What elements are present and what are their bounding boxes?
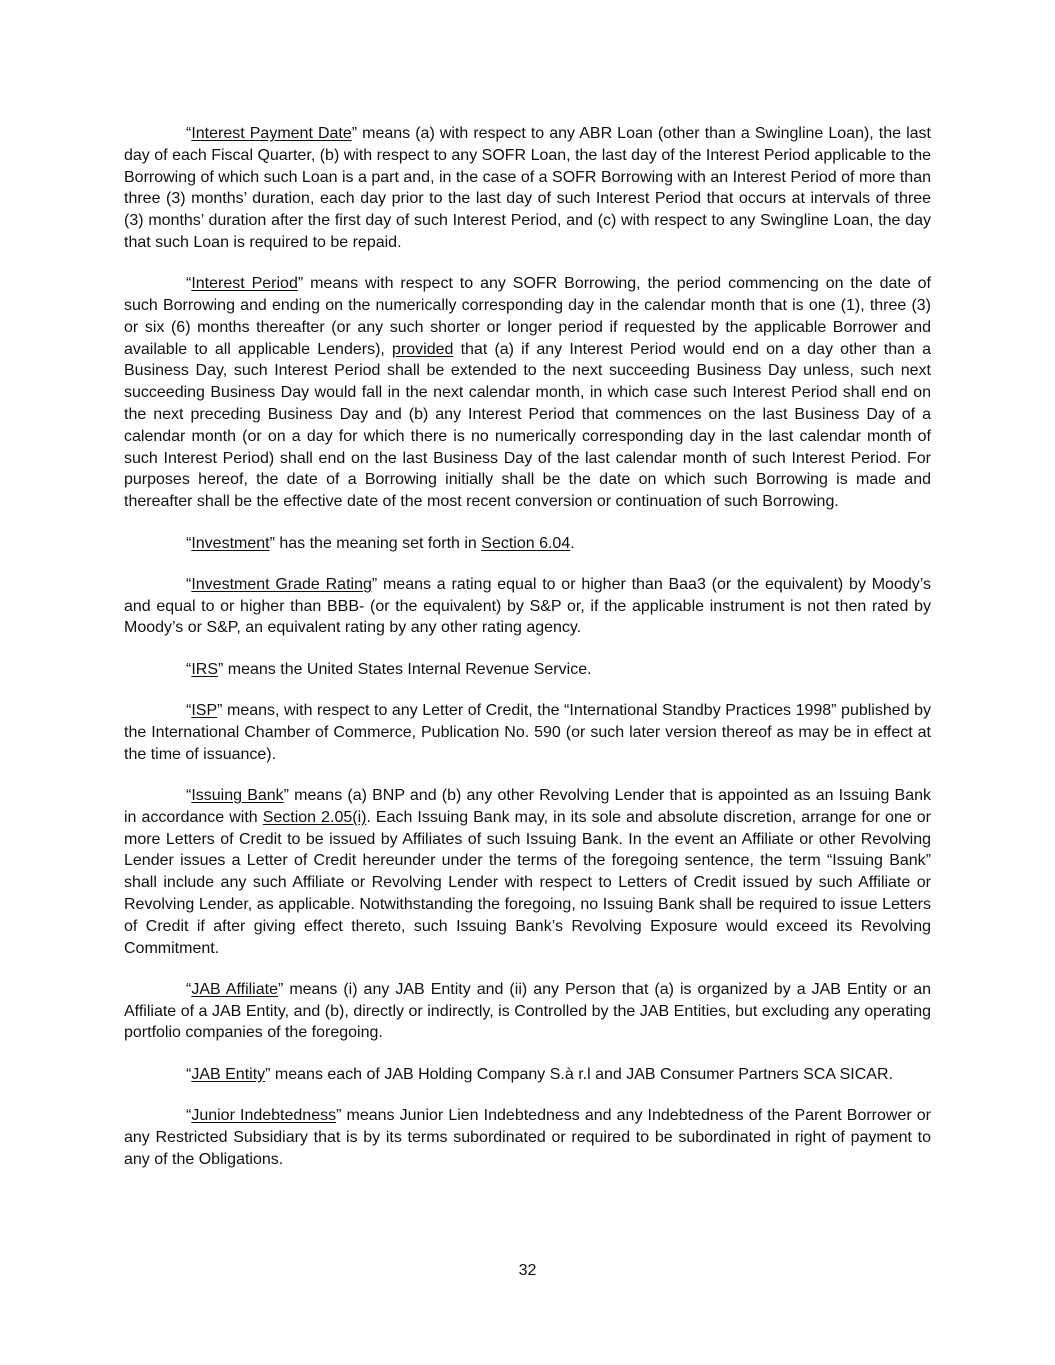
defined-term: Interest Period [191,275,298,293]
definition-interest-period: “Interest Period” means with respect to any SOFR Borrowing, the period commencing on the date of such Borrowing and ending on the numerically corresponding day in the calendar month that is one (1), three (3) or six (6) months thereafter (or any such shorter or longer period if requested by the applicable Borrower and available to all applicable Lenders), provided that (a) if any Interest Period would end on a day other than a Business Day, such Interest Period shall be extended to the next succeeding Business Day unless, such next succeeding Business Day would fall in the next calendar month, in which case such Interest Period shall end on the next preceding Business Day and (b) any Interest Period that commences on the last Business Day of a calendar month (or on a day for which there is no numerically corresponding day in the last calendar month of such Interest Period) shall end on the last Business Day of the last calendar month of such Interest Period. For purposes hereof, the date of a Borrowing initially shall be the date on which such Borrowing is made and thereafter shall be the effective date of the most recent conversion or continuation of such Borrowing. [124,275,931,511]
definition-text: ” means the United States Internal Revenue Service. [218,660,592,678]
definition-isp: “ISP” means, with respect to any Letter of Credit, the “International Standby Practices 1998” published by the International Chamber of Commerce, Publication No. 590 (or such later version thereof as may be in effect at the time of issuance). [124,702,931,763]
definition-junior-indebtedness: “Junior Indebtedness” means Junior Lien Indebtedness and any Indebtedness of the Parent Borrower or any Restricted Subsidiary that is by its terms subordinated or required to be subordinated in right of payment to any of the Obligations. [124,1106,931,1168]
section-reference: Section 2.05(i) [262,808,367,826]
definition-text: ” means each of JAB Holding Company S.à r.l and JAB Consumer Partners SCA SICAR. [265,1065,893,1083]
definition-text: ” means (a) with respect to any ABR Loan (other than a Swingline Loan), the last day of each Fiscal Quarter, (b) with respect to any SOFR Loan, the last day of the Interest Period applicable to the Borrowing of which such Loan is a part and, in the case of a SOFR Borrowing with an Interest Period of more than three (3) months’ duration, each day prior to the last day of such Interest Period that occurs at intervals of three (3) months’ duration after the first day of such Interest Period, and (c) with respect to any Swingline Loan, the day that such Loan is required to be repaid. [124,125,932,251]
definition-jab-entity: “JAB Entity” means each of JAB Holding Company S.à r.l and JAB Consumer Partners SCA SICAR. [186,1065,893,1083]
defined-term: JAB Entity [191,1065,266,1083]
document-page [124,123,931,1190]
definition-text: ” means with respect to any SOFR Borrowing, the period commencing on the date of such Borrowing and ending on the numerically corresponding day in the calendar month that is one (1), three (3) or six (6) months thereafter (or any such shorter or longer period if requested by the applicable Borrower and available to all applicable Lenders), [124,275,931,358]
definition-investment-grade-rating: “Investment Grade Rating” means a rating equal to or higher than Baa3 (or the equivalent) by Moody’s and equal to or higher than BBB- (or the equivalent) by S&P or, if the applicable instrument is not then rated by Moody’s or S&P, an equivalent rating by any other rating agency. [124,575,932,637]
definition-text: ” has the meaning set forth in [269,534,482,552]
section-reference: Section 6.04 [481,534,571,552]
definition-text: ” means a rating equal to or higher than Baa3 (or the equivalent) by Moody’s and equal to or higher than BBB- (or the equivalent) by S&P or, if the applicable instrument is not then rated by Moody’s or S&P, an equivalent rating by any other rating agency. [124,575,932,637]
definition-interest-payment-date: “Interest Payment Date” means (a) with respect to any ABR Loan (other than a Swingline Loan), the last day of each Fiscal Quarter, (b) with respect to any SOFR Loan, the last day of the Interest Period applicable to the Borrowing of which such Loan is a part and, in the case of a SOFR Borrowing with an Interest Period of more than three (3) months’ duration, each day prior to the last day of such Interest Period that occurs at intervals of three (3) months’ duration after the first day of such Interest Period, and (c) with respect to any Swingline Loan, the day that such Loan is required to be repaid. [124,125,932,251]
defined-term: Junior Indebtedness [191,1106,337,1124]
page-number: 32 [518,1262,537,1279]
defined-term: IRS [191,660,218,678]
definition-text: ” means, with respect to any Letter of Credit, the “International Standby Practices 1998” published by the International Chamber of Commerce, Publication No. 590 (or such later version thereof as may be in effect at the time of issuance). [124,702,931,763]
definition-text: that (a) if any Interest Period would end on a day other than a Business Day, such Interest Period shall be extended to the next succeeding Business Day unless, such next succeeding Business Day would fall in the next calendar month, in which case such Interest Period shall end on the next preceding Business Day and (b) any Interest Period that commences on the last Business Day of a calendar month (or on a day for which there is no numerically corresponding day in the last calendar month of such Interest Period) shall end on the last Business Day of the last calendar month of such Interest Period. For purposes hereof, the date of a Borrowing initially shall be the date on which such Borrowing is made and thereafter shall be the effective date of the most recent conversion or continuation of such Borrowing. [124,340,931,511]
defined-term: Interest Payment Date [191,125,352,142]
provided-emphasis: provided [392,340,454,358]
defined-term: JAB Affiliate [191,980,278,998]
defined-term: Investment Grade Rating [191,575,372,593]
definition-text: ” means (i) any JAB Entity and (ii) any Person that (a) is organized by a JAB Entity or an Affiliate of a JAB Entity, and (b), directly or indirectly, is Controlled by the JAB Entities, but excluding any operating portfolio companies of the foregoing. [124,980,931,1042]
definition-text: ” means Junior Lien Indebtedness and any Indebtedness of the Parent Borrower or any Restricted Subsidiary that is by its terms subordinated or required to be subordinated in right of payment to any of the Obligations. [124,1106,931,1168]
defined-term: Investment [191,534,270,552]
definition-jab-affiliate: “JAB Affiliate” means (i) any JAB Entity and (ii) any Person that (a) is organized by a JAB Entity or an Affiliate of a JAB Entity, and (b), directly or indirectly, is Controlled by the JAB Entities, but excluding any operating portfolio companies of the foregoing. [124,980,931,1042]
definition-issuing-bank: “Issuing Bank” means (a) BNP and (b) any other Revolving Lender that is appointed as an Issuing Bank in accordance with Section 2.05(i). Each Issuing Bank may, in its sole and absolute discretion, arrange for one or more Letters of Credit to be issued by Affiliates of such Issuing Bank. In the event an Affiliate or other Revolving Lender issues a Letter of Credit hereunder under the terms of the foregoing sentence, the term “Issuing Bank” shall include any such Affiliate or Revolving Lender with respect to Letters of Credit issued by such Affiliate or Revolving Lender, as applicable. Notwithstanding the foregoing, no Issuing Bank shall be required to issue Letters of Credit if after giving effect thereto, such Issuing Bank’s Revolving Exposure would exceed its Revolving Commitment. [124,786,932,957]
defined-term: ISP [191,702,218,720]
definition-text: . Each Issuing Bank may, in its sole and absolute discretion, arrange for one or more Letters of Credit to be issued by Affiliates of such Issuing Bank. In the event an Affiliate or other Revolving Lender issues a Letter of Credit hereunder under the terms of the foregoing sentence, the term “Issuing Bank” shall include any such Affiliate or Revolving Lender with respect to Letters of Credit issued by such Affiliate or Revolving Lender, as applicable. Notwithstanding the foregoing, no Issuing Bank shall be required to issue Letters of Credit if after giving effect thereto, such Issuing Bank’s Revolving Exposure would exceed its Revolving Commitment. [124,808,931,957]
definition-text: . [570,534,575,552]
definition-irs: “IRS” means the United States Internal Revenue Service. [186,660,592,678]
definition-text: ” means (a) BNP and (b) any other Revolving Lender that is appointed as an Issuing Bank in accordance with [124,786,932,826]
defined-term: Issuing Bank [191,786,284,804]
definition-investment: “Investment” has the meaning set forth in Section 6.04. [186,534,575,552]
